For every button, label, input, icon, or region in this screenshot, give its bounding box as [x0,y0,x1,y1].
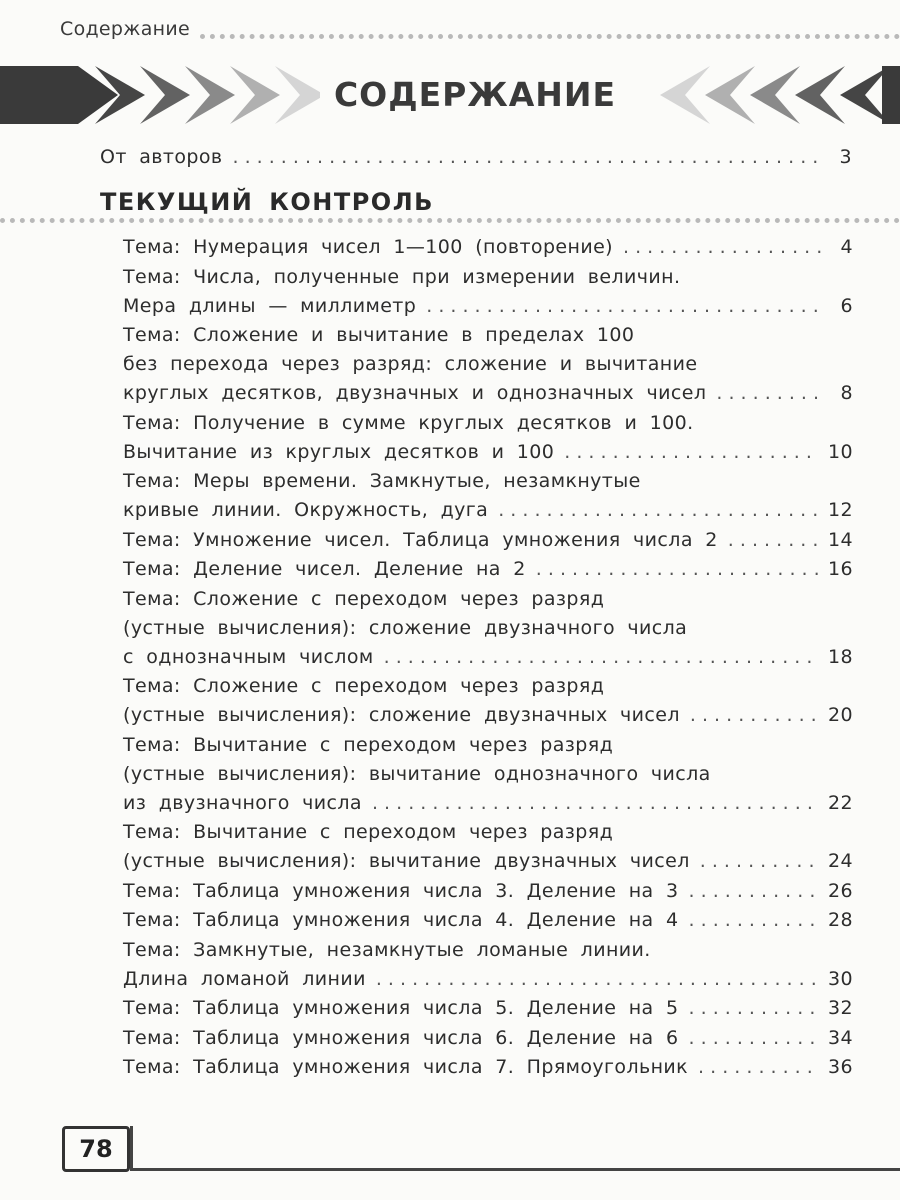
toc-entry-text: Тема: Сложение с переходом через разряд [123,675,605,697]
header-dotted-rule [200,34,900,39]
dot-leader [728,529,818,551]
dot-leader [564,441,818,463]
dot-leader [232,146,820,168]
toc-entry-text: (устные вычисления): сложение двузначного числа [123,617,688,639]
toc-entry-line [123,353,697,375]
page-number: 78 [62,1126,130,1172]
dot-leader [376,968,818,990]
dot-leader [372,792,818,814]
running-head: Содержание [60,18,190,40]
dot-leader [689,997,818,1019]
toc-entry-text: Тема: Числа, полученные при измерении величин. [123,266,681,288]
toc-entry-line [123,412,694,434]
toc-entry-text: (устные вычисления): сложение двузначных чисел [123,704,680,726]
dot-leader [536,558,818,580]
toc-entry-line-last [123,382,853,404]
contents-banner [0,62,900,128]
toc-entry-line-last [123,792,853,814]
toc-entry-text: Тема: Нумерация чисел 1—100 (повторение) [123,236,613,258]
toc-page-number: 18 [828,646,853,668]
toc-entry-line-last [123,997,853,1019]
toc-page-number: 28 [828,909,853,931]
toc-entry-text: Тема: Таблица умножения числа 7. Прямоугольник [123,1056,689,1078]
toc-entry-line [123,470,641,492]
toc-entry-text: Тема: Получение в сумме круглых десятков и 100. [123,412,694,434]
dot-leader [498,499,818,521]
toc-entry-text: Тема: Вычитание с переходом через разряд [123,821,614,843]
dot-leader [689,909,818,931]
toc-entry-line-last [123,441,853,463]
toc-entry-line-last [123,850,853,872]
section-heading: ТЕКУЩИЙ КОНТРОЛЬ [100,188,434,216]
toc-entry-line [123,617,687,639]
toc-entry-text: круглых десятков, двузначных и однозначных чисел [123,382,707,404]
toc-page-number: 26 [828,880,853,902]
toc-entry-line [123,763,711,785]
toc-entry-line [123,939,651,961]
toc-entry-line-last [123,558,853,580]
footer-rule-corner [130,1126,133,1171]
toc-page-number: 34 [828,1027,853,1049]
toc-entry-line [123,588,604,610]
toc-entry-line [123,675,604,697]
toc-entry-text: Тема: Сложение с переходом через разряд [123,588,605,610]
toc-entry-text: Тема: Деление чисел. Деление на 2 [123,558,526,580]
toc-entry-line-last [123,499,853,521]
toc-entry-text: Тема: Сложение и вычитание в пределах 100 [123,324,635,346]
toc-entry-line-last [123,295,853,317]
toc-page-number: 8 [840,382,853,404]
toc-page-number: 10 [828,441,853,463]
toc-entry-text: Тема: Таблица умножения числа 6. Деление на 6 [123,1027,679,1049]
toc-entry-text: Тема: Меры времени. Замкнутые, незамкнутые [123,470,641,492]
section-dotted-rule [0,218,900,223]
toc-page-number: 14 [828,529,853,551]
toc-entry-text: кривые линии. Окружность, дуга [123,499,489,521]
toc-entry-line-last [123,880,853,902]
toc-page-number: 20 [828,704,853,726]
toc-page-number: 32 [828,997,853,1019]
toc-page-number: 22 [828,792,853,814]
toc-entry-text: без перехода через разряд: сложение и вычитание [123,353,698,375]
dot-leader [700,850,818,872]
toc-entry-line-last [123,529,853,551]
toc-page-number: 24 [828,850,853,872]
toc-entry-text: (устные вычисления): вычитание двузначных чисел [123,850,690,872]
toc-entry-line-last [123,909,853,931]
toc-page-number: 30 [828,968,853,990]
toc-page-number: 16 [828,558,853,580]
dot-leader [690,704,818,726]
toc-entry-line-last [123,1056,853,1078]
toc-entry-text: Тема: Вычитание с переходом через разряд [123,734,614,756]
toc-entry-text: Тема: Умножение чисел. Таблица умножения числа 2 [123,529,718,551]
toc-entry-line [123,266,680,288]
toc-entry-text: Длина ломаной линии [123,968,366,990]
toc-entry-text: (устные вычисления): вычитание однозначного числа [123,763,711,785]
dot-leader [689,1027,818,1049]
banner-title: СОДЕРЖАНИЕ [320,70,630,120]
toc-entry-intro [100,146,852,168]
dot-leader [716,382,821,404]
toc-page-number: 36 [828,1056,853,1078]
dot-leader [426,295,821,317]
toc-page-number: 4 [840,236,853,258]
toc-page-number: 12 [828,499,853,521]
toc-entry-line-last [123,646,853,668]
toc-entry-line-last [123,704,853,726]
toc-entry-line [123,821,613,843]
dot-leader [384,646,818,668]
dot-leader [623,236,821,258]
dot-leader [698,1056,818,1078]
toc-entry-line [123,734,613,756]
toc-entry-text: Тема: Таблица умножения числа 5. Деление на 5 [123,997,679,1019]
toc-entry-text: Тема: Таблица умножения числа 4. Деление на 4 [123,909,679,931]
toc-page-number: 3 [839,146,852,168]
toc-entry-text: из двузначного числа [123,792,362,814]
dot-leader [689,880,818,902]
toc-entry-text: Тема: Замкнутые, незамкнутые ломаные линии. [123,939,651,961]
toc-entry-text: Мера длины — миллиметр [123,295,417,317]
toc-entry-text: От авторов [100,146,223,168]
toc-entry-line [123,324,634,346]
toc-entry-line-last [123,968,853,990]
toc-page-number: 6 [840,295,853,317]
toc-entry-line-last [123,236,853,258]
toc-entry-text: с однозначным числом [123,646,374,668]
toc-entry-text: Вычитание из круглых десятков и 100 [123,441,555,463]
toc-entry-text: Тема: Таблица умножения числа 3. Деление на 3 [123,880,679,902]
footer-rule [130,1168,900,1171]
toc-entry-line-last [123,1027,853,1049]
